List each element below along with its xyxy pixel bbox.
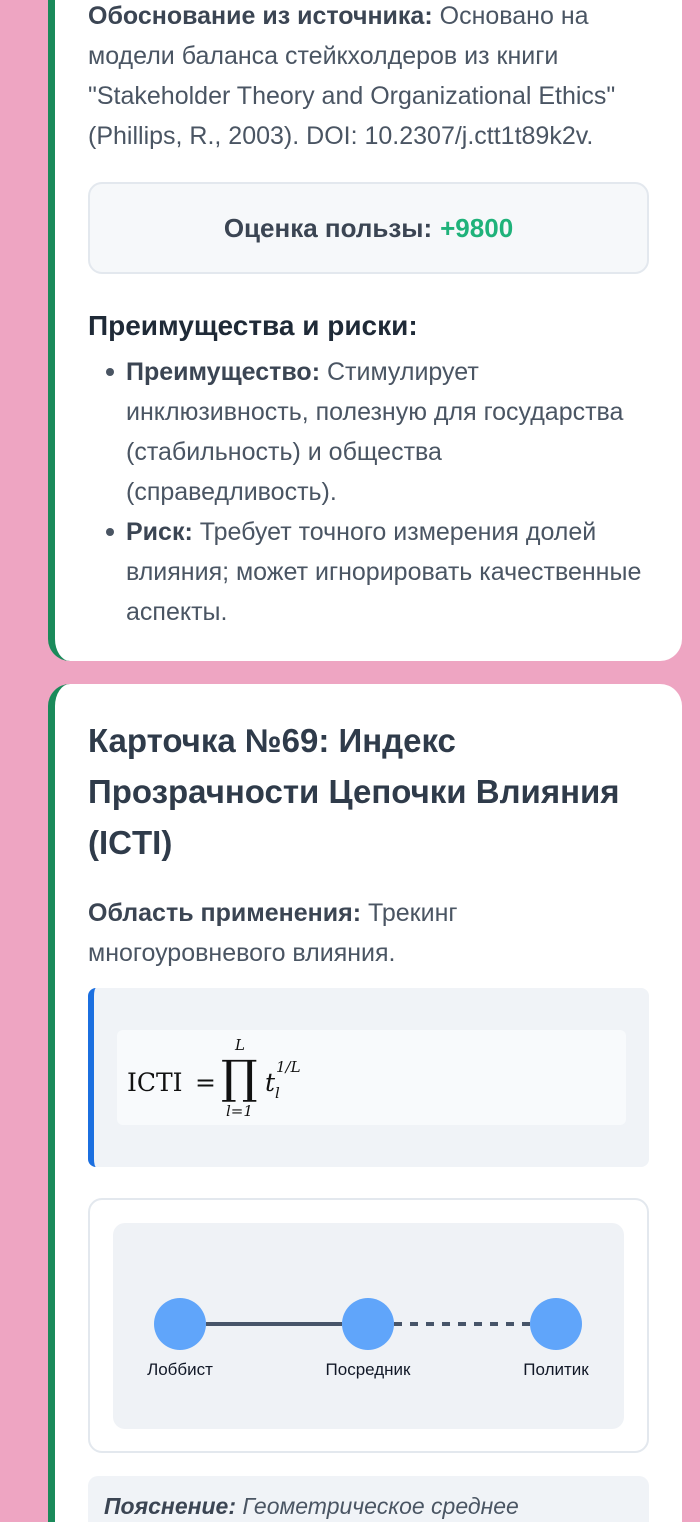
card-stakeholder-balance: [48, 0, 682, 661]
note-box: [88, 1476, 649, 1522]
source-text: Основано на модели баланса стейкхолдеров из книги "Stakeholder Theory and Organizational Ethics" (Phillips, R., 2003). DOI: 10.2307/j.ctt1t89k2v.: [88, 2, 616, 150]
bullet-text: Требует точного измерения долей влияния; может игнорировать качественные аспекты.: [126, 518, 642, 626]
pros-cons-list: [88, 352, 649, 632]
score-value: +9800: [440, 212, 514, 243]
formula-subscript: l: [275, 1084, 280, 1102]
formula-lower-limit: l=1: [226, 1102, 253, 1120]
formula-equals: =: [195, 1068, 216, 1097]
list-item-risk: [88, 512, 649, 632]
scope-paragraph: [88, 893, 649, 973]
pros-cons-heading: Преимущества и риски:: [88, 310, 418, 341]
formula-base: t: [265, 1068, 276, 1097]
note-label: Пояснение:: [104, 1493, 237, 1519]
node-circle-0: [154, 1298, 206, 1350]
node-circle-1: [342, 1298, 394, 1350]
formula-upper-limit: L: [235, 1036, 245, 1054]
bullet-label: Преимущество:: [126, 358, 321, 386]
node-circle-2: [530, 1298, 582, 1350]
formula-box: [88, 988, 649, 1167]
card-title: Карточка №69: Индекс Прозрачности Цепочки Влияния (ICTI): [88, 722, 620, 861]
scope-label: Область применения:: [88, 899, 362, 927]
formula-lhs: ICTI: [127, 1068, 183, 1097]
list-item-advantage: [88, 352, 649, 512]
product-symbol-icon: ∏: [221, 1050, 258, 1104]
node-label-1: Посредник: [325, 1360, 411, 1379]
score-label: Оценка пользы:: [223, 212, 433, 243]
benefit-score-box: [88, 182, 649, 274]
node-label-0: Лоббист: [147, 1360, 213, 1379]
bullet-label: Риск:: [126, 518, 193, 546]
node-label-2: Политик: [523, 1360, 589, 1379]
influence-chain-svg: [113, 1223, 625, 1429]
source-paragraph: [88, 0, 649, 156]
formula-container: [117, 1030, 626, 1125]
source-label: Обоснование из источника:: [88, 2, 433, 30]
formula-superscript: 1/L: [276, 1058, 301, 1076]
influence-chain-diagram: [88, 1198, 649, 1453]
note-text: Геометрическое среднее: [242, 1493, 519, 1519]
diagram-canvas: [113, 1223, 624, 1429]
bullet-text: Стимулирует инклюзивность, полезную для государства (стабильность) и общества (справедливость).: [126, 358, 624, 506]
card-icti: [48, 684, 682, 1522]
scope-text: Трекинг многоуровневого влияния.: [88, 899, 458, 967]
